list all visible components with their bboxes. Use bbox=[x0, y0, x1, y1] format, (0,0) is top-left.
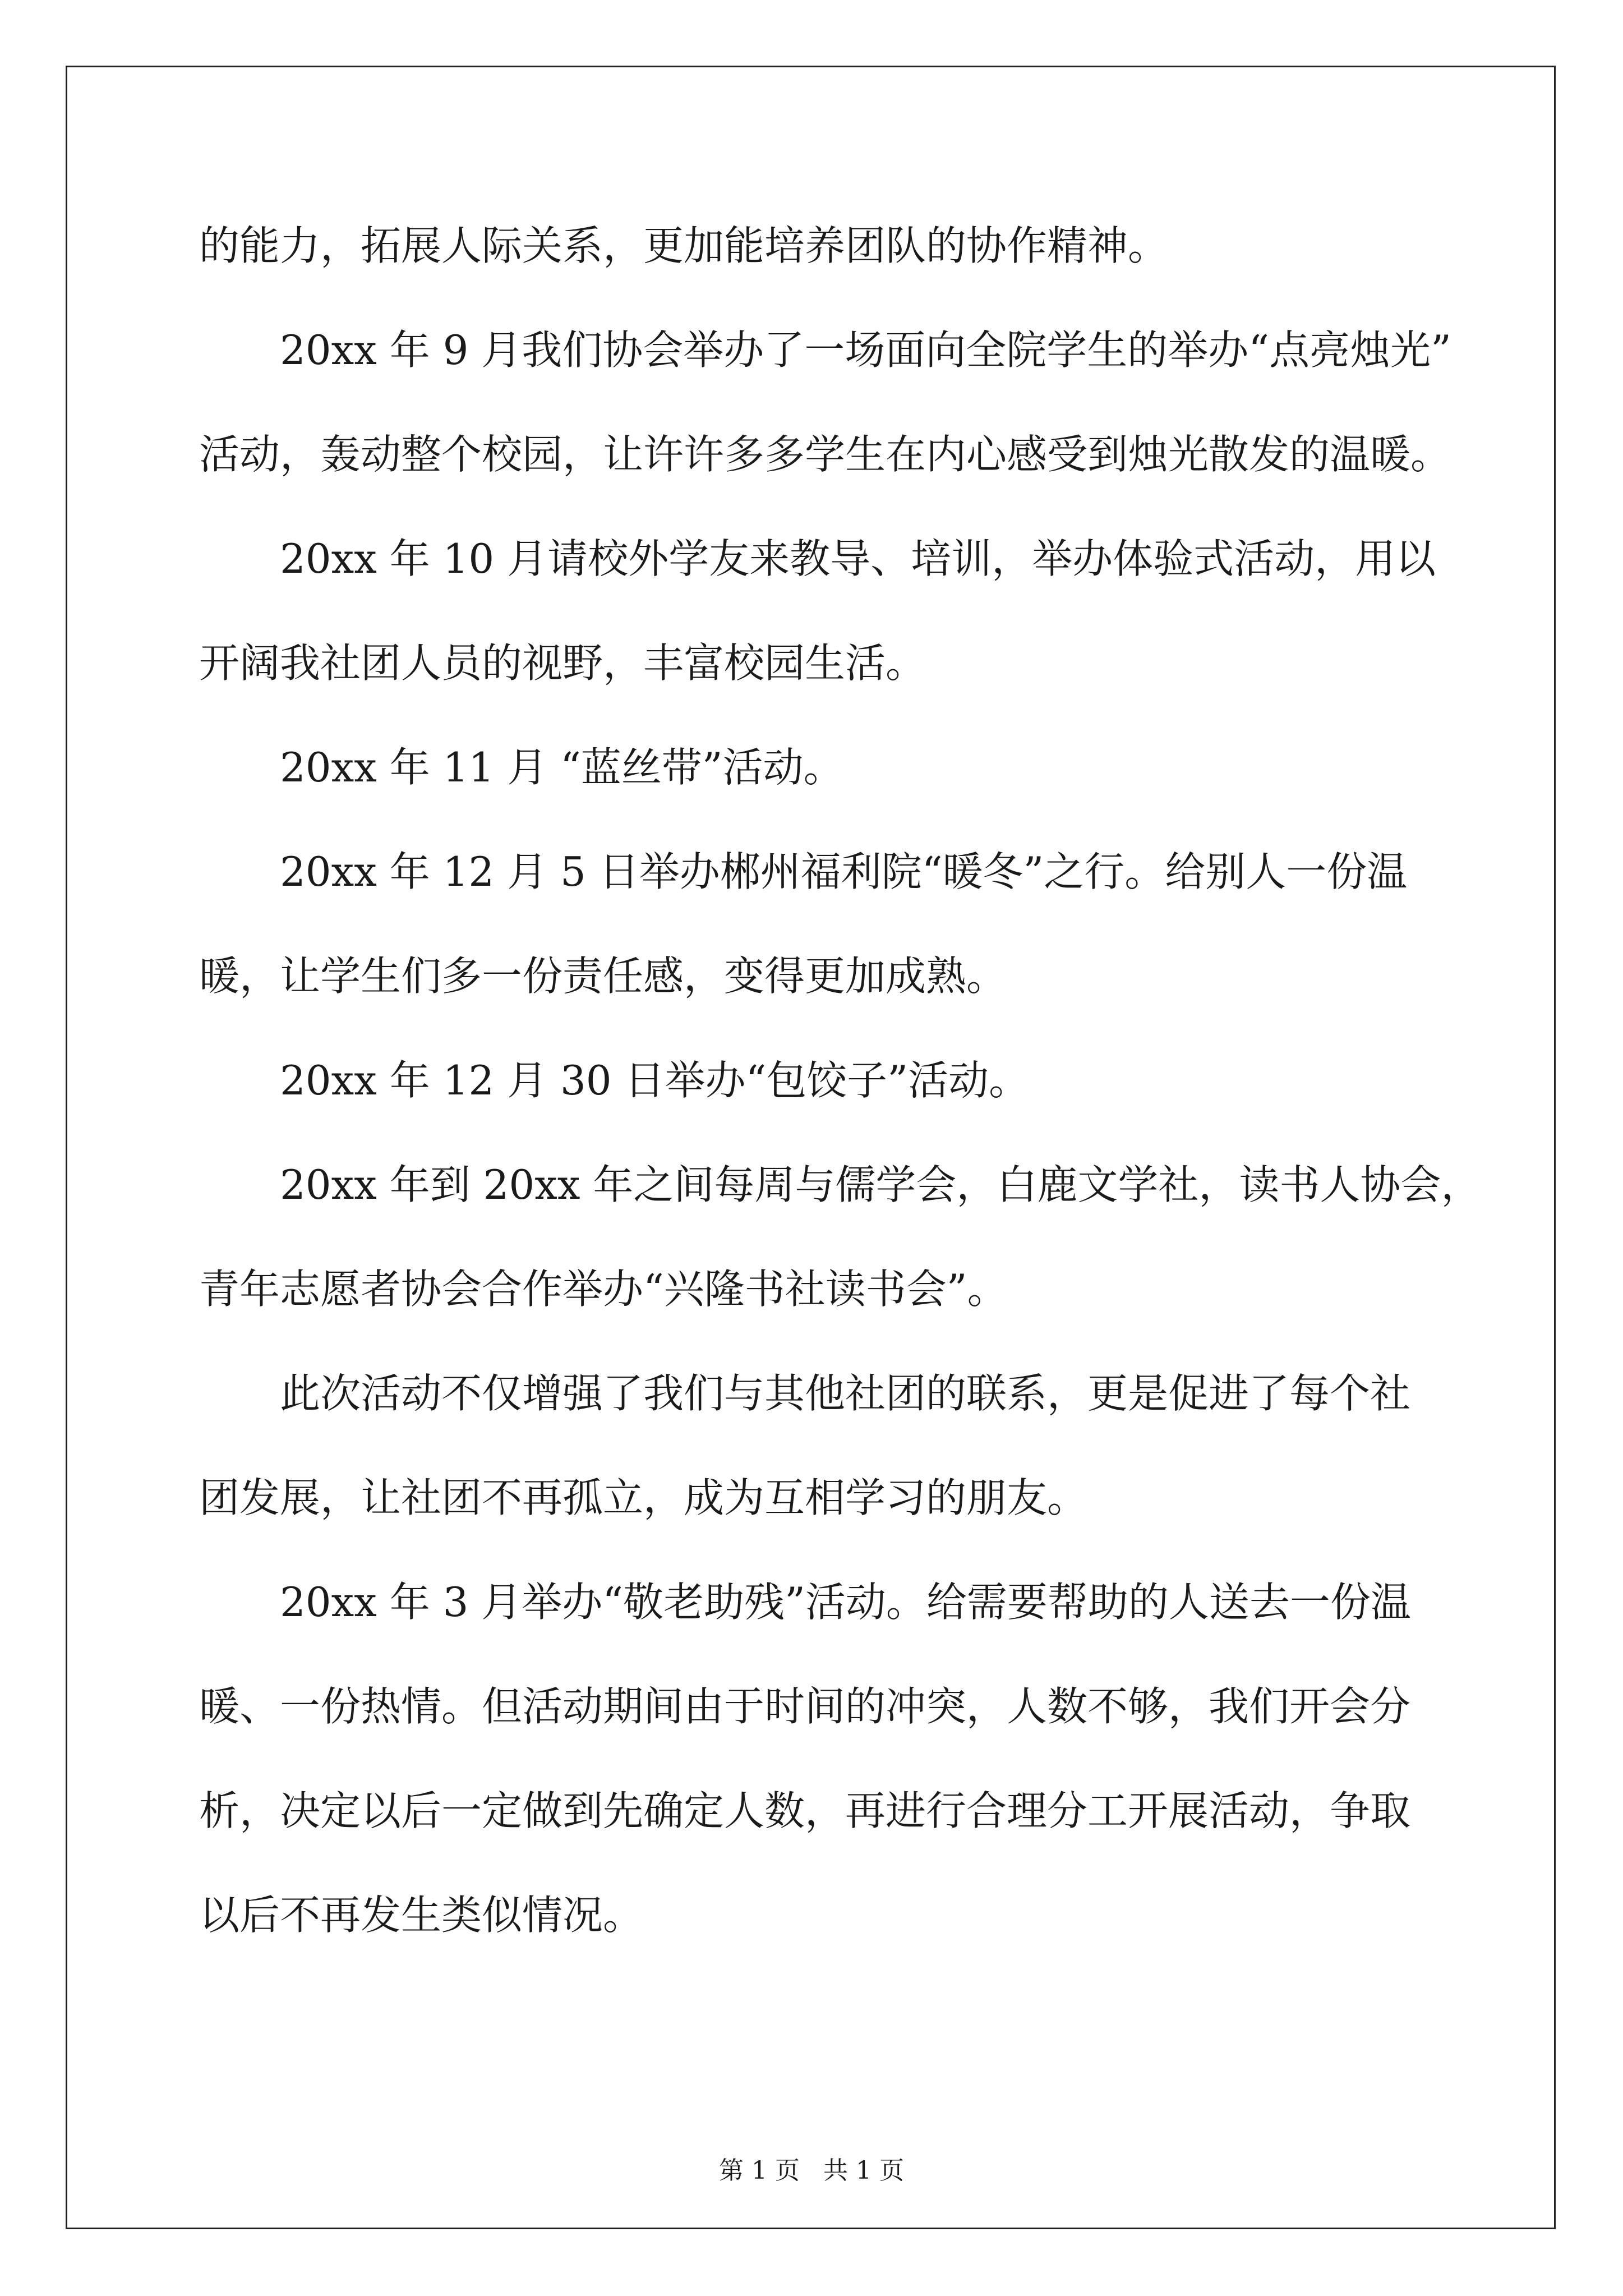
text-line: 20xx 年 3 月举办“敬老助残”活动。给需要帮助的人送去一份温 bbox=[280, 1579, 1411, 1626]
text-line: 青年志愿者协会合作举办“兴隆书社读书会”。 bbox=[199, 1266, 1008, 1313]
text-line: 的能力，拓展人际关系，更加能培养团队的协作精神。 bbox=[199, 222, 1169, 269]
text-line: 20xx 年 9 月我们协会举办了一场面向全院学生的举办“点亮烛光” bbox=[280, 326, 1451, 374]
text-line: 20xx 年 12 月 5 日举办郴州福利院“暖冬”之行。给别人一份温 bbox=[280, 848, 1408, 895]
text-line: 以后不再发生类似情况。 bbox=[199, 1892, 644, 1939]
page-footer: 第 1 页 共 1 页 bbox=[719, 2156, 904, 2185]
document-body bbox=[199, 194, 1482, 1967]
text-line: 活动，轰动整个校园，让许许多多学生在内心感受到烛光散发的温暖。 bbox=[199, 431, 1451, 478]
text-line: 析，决定以后一定做到先确定人数，再进行合理分工开展活动，争取 bbox=[199, 1787, 1411, 1834]
text-line: 20xx 年 11 月 “蓝丝带”活动。 bbox=[280, 744, 844, 791]
text-line: 暖，让学生们多一份责任感，变得更加成熟。 bbox=[199, 953, 1007, 1000]
text-line: 开阔我社团人员的视野，丰富校园生活。 bbox=[199, 639, 926, 687]
text-line: 此次活动不仅增强了我们与其他社团的联系，更是促进了每个社 bbox=[280, 1370, 1411, 1417]
text-line: 暖、一份热情。但活动期间由于时间的冲突，人数不够，我们开会分 bbox=[199, 1683, 1411, 1730]
text-line: 20xx 年 10 月请校外学友来教导、培训，举办体验式活动，用以 bbox=[280, 535, 1436, 582]
text-line: 团发展，让社团不再孤立，成为互相学习的朋友。 bbox=[199, 1474, 1088, 1521]
text-line: 20xx 年 12 月 30 日举办“包饺子”活动。 bbox=[280, 1057, 1030, 1104]
text-line: 20xx 年到 20xx 年之间每周与儒学会，白鹿文学社，读书人协会， bbox=[280, 1161, 1482, 1208]
